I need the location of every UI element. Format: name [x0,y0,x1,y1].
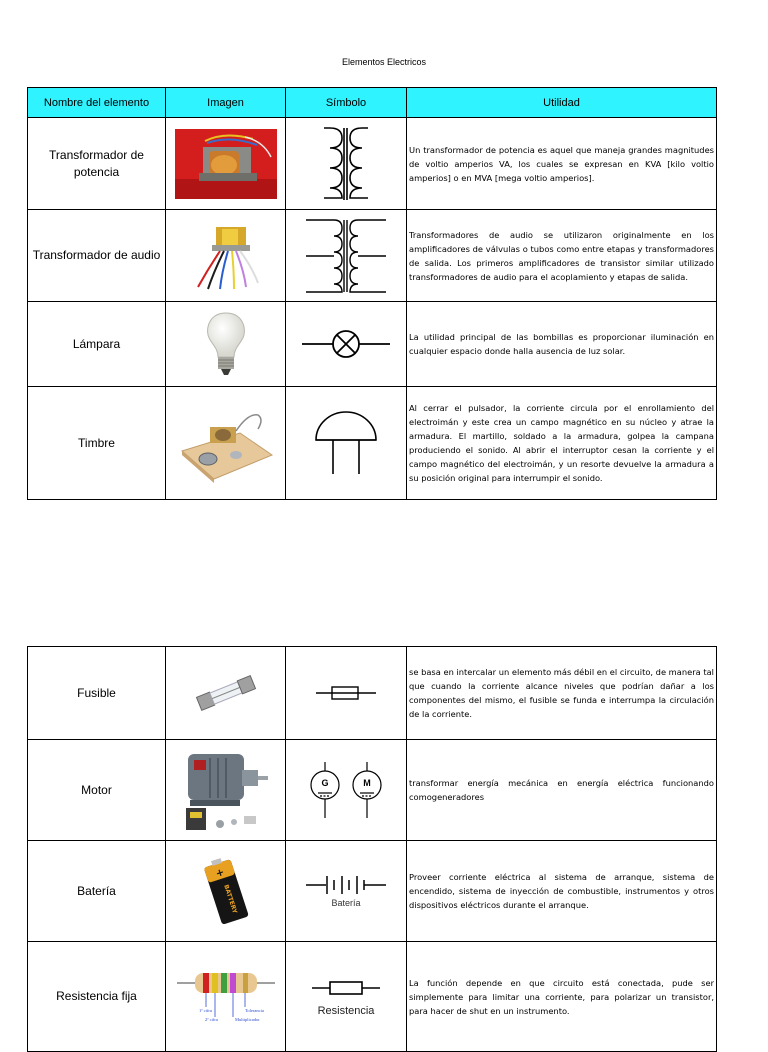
element-utility: Proveer corriente eléctrica al sistema de arranque, sistema de encendido, sistema de inyección de combustible, instrumentos y otros dispositivos eléctricos durante el arranque. [407,841,717,942]
element-image [166,740,286,841]
header-name: Nombre del elemento [28,88,166,118]
element-symbol [286,302,407,387]
resistor-symbol-caption: Resistencia [317,1004,375,1017]
element-image [166,387,286,500]
element-image [166,841,286,942]
elements-table-1 [27,87,717,500]
battery-symbol-caption: Batería [331,898,361,908]
table-row [28,387,717,500]
element-name: Timbre [28,387,166,500]
battery-symbol-icon [304,873,388,909]
table-row [28,841,717,942]
table-row [28,740,717,841]
resistor-label-2: 2ª cifra [204,1016,218,1022]
element-image [166,302,286,387]
elements-table-2 [27,646,717,1052]
table-row [28,302,717,387]
resistor-symbol-icon [310,976,382,1018]
bell-symbol-icon [313,410,379,476]
power-transformer-image [175,129,277,199]
table-row [28,118,717,210]
document-title: Elementos Electricos [341,57,427,67]
motor-label: M [363,778,371,788]
transformer-symbol-icon [316,124,376,204]
element-utility: Un transformador de potencia es aquel que maneja grandes magnitudes de voltio amperios VA, los cuales se expresan en KVA [kilo voltio amperios] o en MVA [mega voltio amperios]. [407,118,717,210]
resistor-label-1: 1ª cifra [198,1007,212,1013]
element-utility: transformar energía mecánica en energía eléctrica funcionando comogeneradores [407,740,717,841]
element-symbol [286,942,407,1052]
element-name: Resistencia fija [28,942,166,1052]
element-name: Fusible [28,647,166,740]
resistor-label-4: Multiplicador [234,1016,260,1022]
element-image [166,118,286,210]
table-row [28,942,717,1052]
resistor-label-3: Tolerancia [244,1007,264,1013]
audio-transformer-symbol-icon [304,216,388,296]
audio-transformer-image [186,221,266,291]
resistor-image [175,969,277,1025]
fuse-symbol-icon [314,685,378,701]
element-utility: La utilidad principal de las bombillas es proporcionar iluminación en cualquier espacio donde halla ausencia de luz solar. [407,302,717,387]
table-header-row [28,88,717,118]
header-utility: Utilidad [407,88,717,118]
element-symbol [286,841,407,942]
element-name: Transformador de potencia [28,118,166,210]
element-name: Transformador de audio [28,210,166,302]
element-utility: se basa en intercalar un elemento más débil en el circuito, de manera tal que cuando la corriente alcance niveles que podrían dañar a los componentes del mismo, el fusible se funda e interrumpa la circulación de la corriente. [407,647,717,740]
table-row [28,647,717,740]
svg-text:+: + [214,866,226,880]
element-utility: Al cerrar el pulsador, la corriente circula por el enrollamiento del electroimán y este crea un campo magnético en su núcleo y atrae la armadura. El martillo, soldado a la armadura, golpea la campana produciendo el sonido. Al abrir el interruptor cesan la corriente y el campo magnético del electroimán, y un resorte devuelve la armadura a su posición original para interrumpir el sonido. [407,387,717,500]
element-symbol [286,210,407,302]
element-name: Motor [28,740,166,841]
header-symbol: Símbolo [286,88,407,118]
element-symbol [286,118,407,210]
battery-image [194,856,258,926]
battery-brand-text: BATTERY [221,883,238,915]
element-name: Lámpara [28,302,166,387]
glass-fuse-image [191,671,261,715]
electric-motor-image [180,744,272,836]
table-row [28,210,717,302]
light-bulb-image [204,311,248,377]
lamp-symbol-icon [300,327,392,361]
element-image [166,647,286,740]
element-image [166,942,286,1052]
header-image: Imagen [166,88,286,118]
element-utility: La función depende en que circuito está conectada, pude ser simplemente para limitar una corriente, para polarizar un transistor, para hacer de shut en un instrumento. [407,942,717,1052]
bell-kit-image [178,403,274,483]
element-symbol [286,647,407,740]
element-symbol [286,740,407,841]
element-utility: Transformadores de audio se utilizaron originalmente en los amplificadores de válvulas o tubos como entre etapas y transformadores de salida. Los primeros amplificadores de transistor similar utilizado transformadores de audio para el acoplamiento y etapas de salida. [407,210,717,302]
generator-motor-symbol-icon [305,760,387,820]
generator-label: G [321,778,329,788]
element-symbol [286,387,407,500]
element-image [166,210,286,302]
element-name: Batería [28,841,166,942]
